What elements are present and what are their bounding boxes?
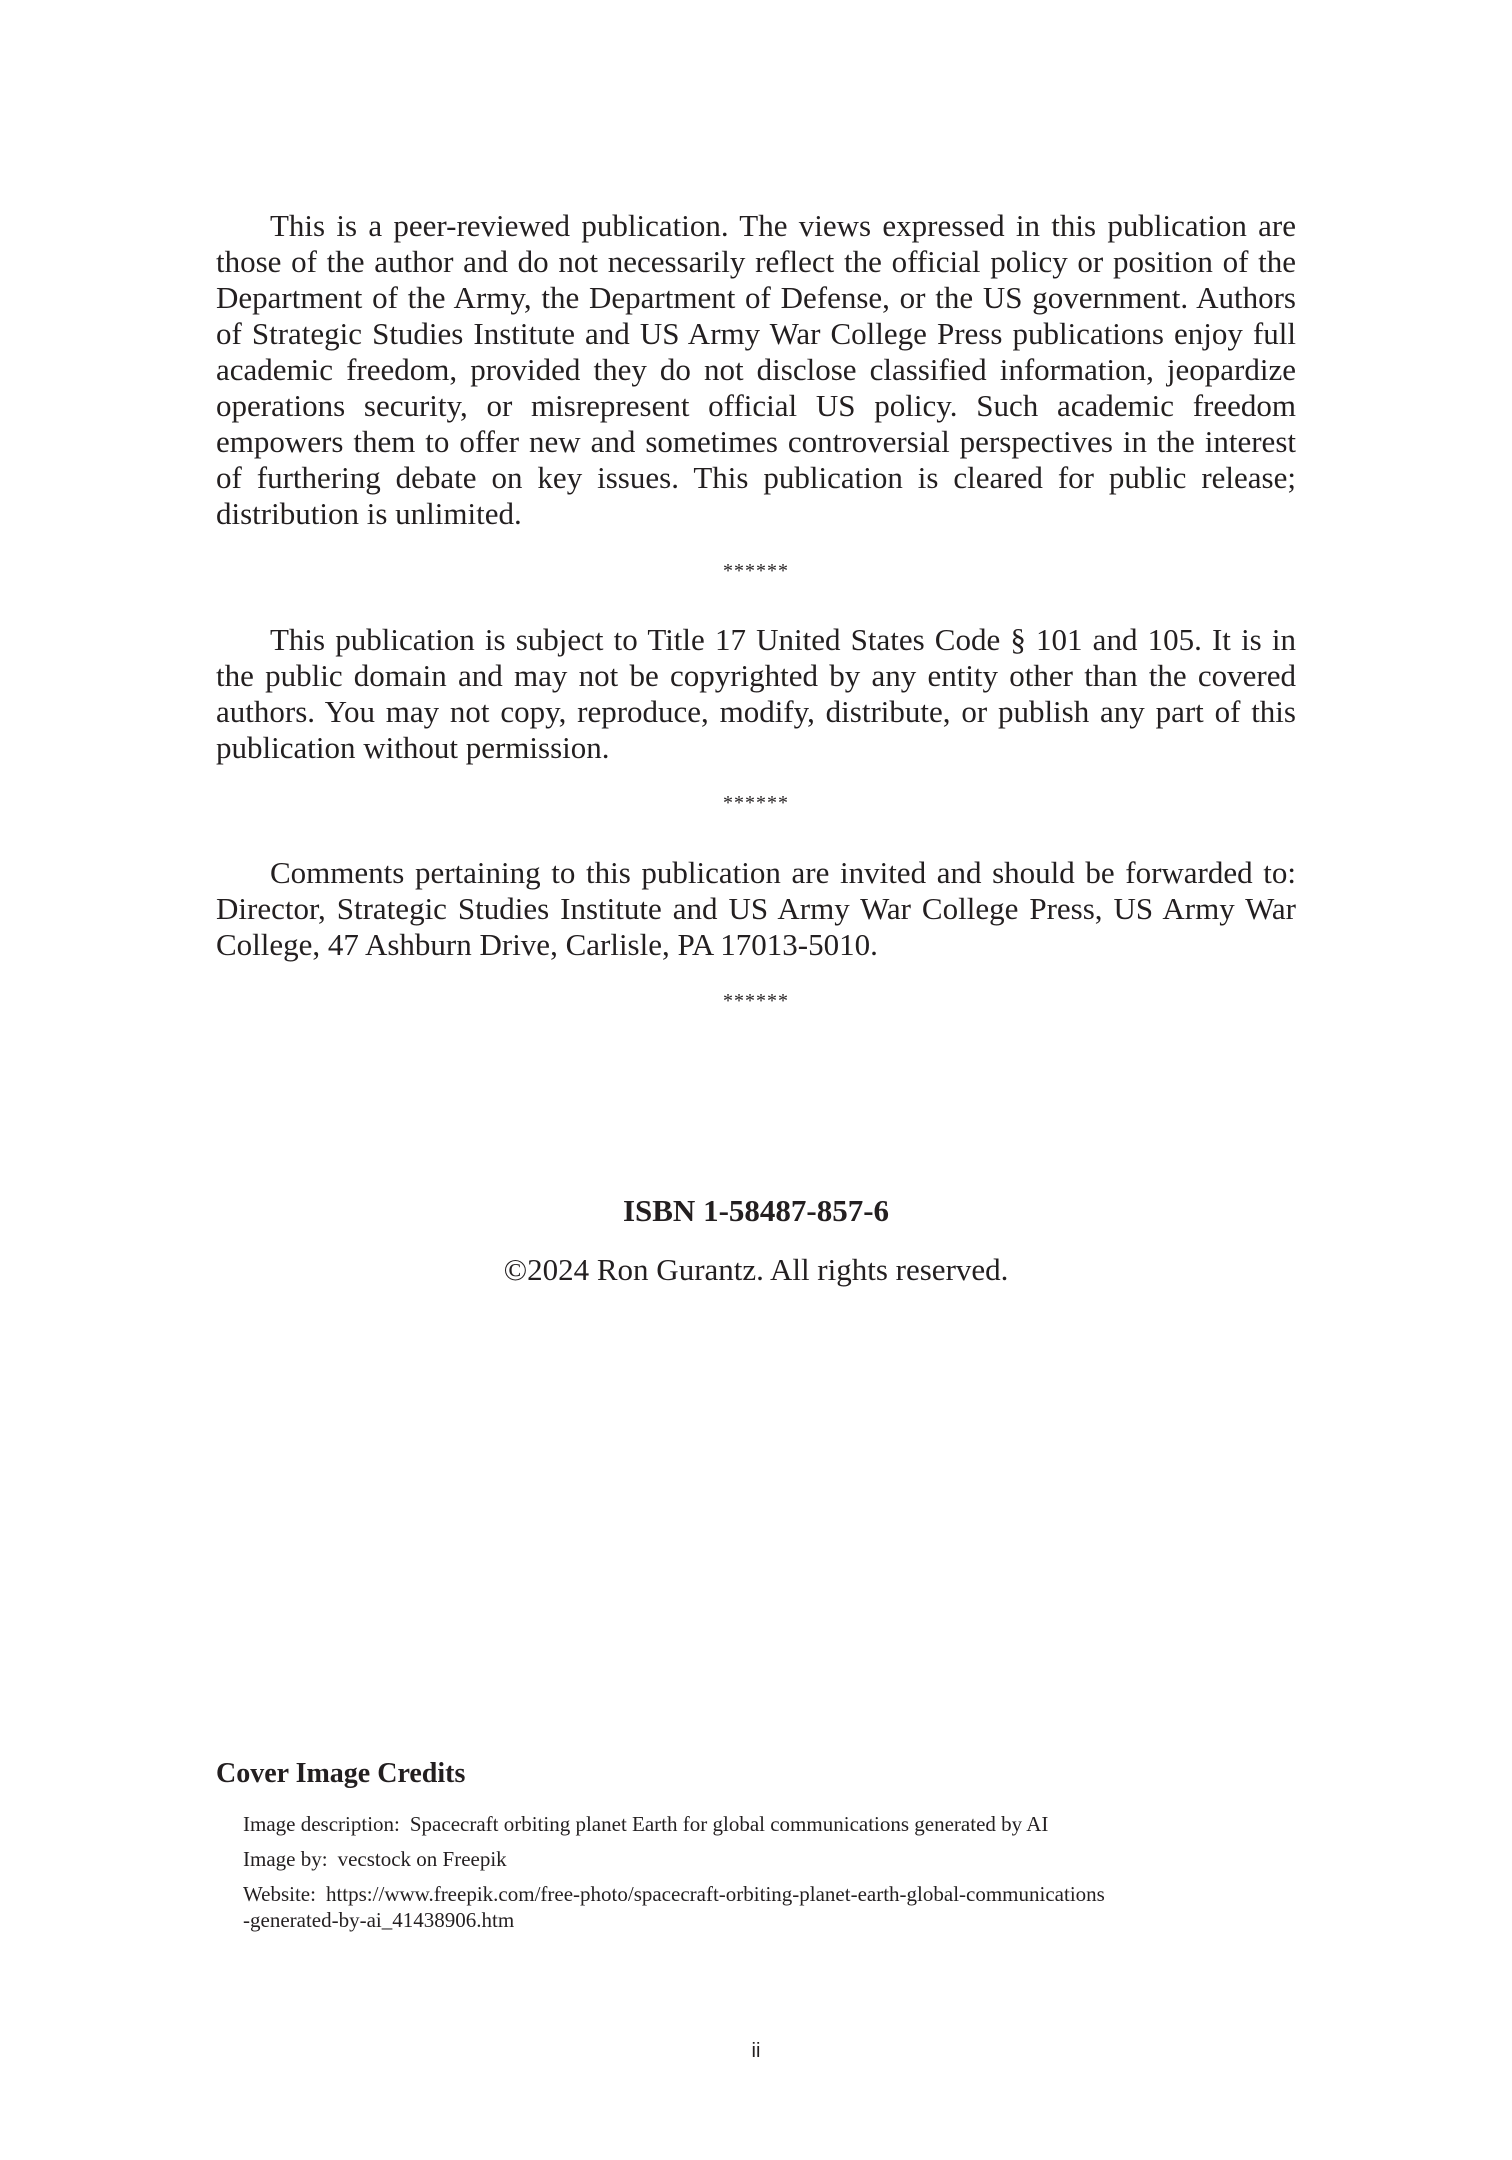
disclaimer-paragraph: This is a peer-reviewed publication. The views expressed in this publication are those of the author and do not necessarily reflect the official policy or position of the Department of the Army, the Department of Defense, or the US government. Authors of Strategic Studies Institute and US Army War College Press publications enjoy full academic freedom, provided they do not disclose classified information, jeopardize operations security, or misrepresent official US policy. Such academic freedom empowers them to offer new and sometimes controversial perspectives in the interest of furthering debate on key issues. This publication is cleared for public release; distribution is unlimited. bbox=[216, 208, 1296, 531]
credit-label: Image description: bbox=[243, 1812, 400, 1836]
section-separator: ****** bbox=[723, 560, 789, 582]
credit-website bbox=[243, 1881, 1296, 1933]
page-number: ii bbox=[751, 2040, 761, 2062]
credit-image-description bbox=[243, 1811, 1296, 1837]
comments-paragraph: Comments pertaining to this publication are invited and should be forwarded to: Director, Strategic Studies Institute and US Army War College Press, US Army War College, 47 Ashburn Drive, Carlisle, PA 17013-5010. bbox=[216, 855, 1296, 962]
credit-label: Image by: bbox=[243, 1847, 328, 1871]
copyright-notice-paragraph: This publication is subject to Title 17 United States Code § 101 and 105. It is in the public domain and may not be copyrighted by any entity other than the covered authors. You may not copy, reproduce, modify, distribute, or publish any part of this publication without permission. bbox=[216, 622, 1296, 765]
credit-website-link-continued: -generated-by-ai_41438906.htm bbox=[243, 1908, 515, 1932]
credit-value: vecstock on Freepik bbox=[337, 1847, 507, 1871]
credit-website-link: https://www.freepik.com/free-photo/spacecraft-orbiting-planet-earth-global-communications bbox=[325, 1882, 1105, 1906]
credit-label: Website: bbox=[243, 1882, 316, 1906]
credit-value: Spacecraft orbiting planet Earth for global communications generated by AI bbox=[409, 1812, 1049, 1836]
isbn: ISBN 1-58487-857-6 bbox=[622, 1193, 890, 1228]
disclaimer-section bbox=[216, 208, 1296, 532]
credit-image-by bbox=[243, 1846, 1296, 1872]
copyright-notice-section bbox=[216, 622, 1296, 766]
comments-section bbox=[216, 855, 1296, 963]
section-separator: ****** bbox=[723, 792, 789, 814]
copyright-line: ©2024 Ron Gurantz. All rights reserved. bbox=[503, 1252, 1009, 1287]
cover-credits-heading: Cover Image Credits bbox=[216, 1758, 466, 1789]
section-separator: ****** bbox=[723, 990, 789, 1012]
